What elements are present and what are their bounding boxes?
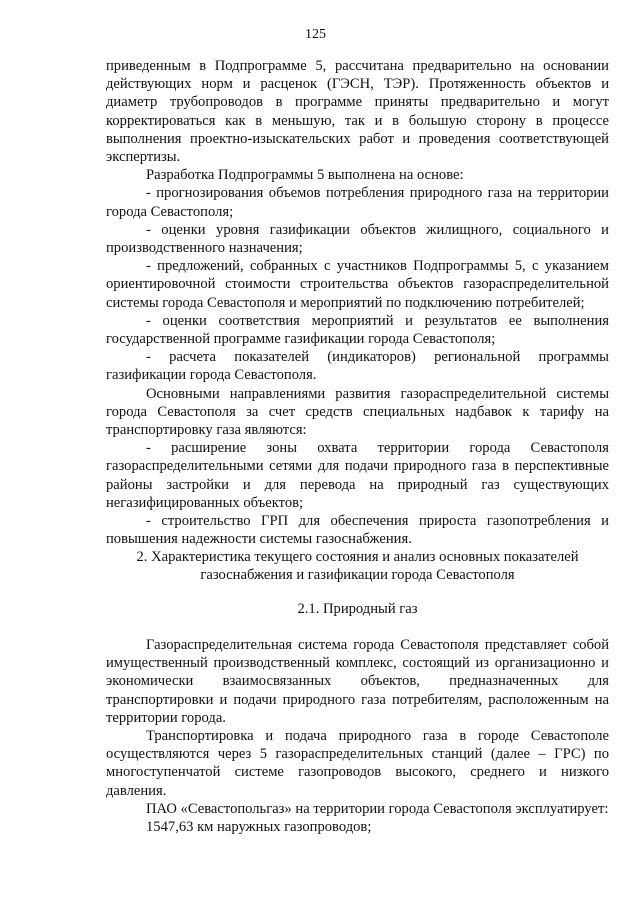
body-text-top [106, 57, 609, 548]
paragraph: Основными направлениями развития газораспределительной системы города Севастополя за счет средств специальных надбавок к тарифу на транспортировку газа являются: [106, 385, 609, 439]
subsection-heading-text: 2.1. Природный газ [297, 601, 418, 617]
page-number: 125 [305, 27, 326, 42]
list-item: - оценки уровня газификации объектов жилищного, социального и производственного назначения; [106, 221, 609, 257]
list-item: - прогнозирования объемов потребления природного газа на территории города Севастополя; [106, 185, 609, 220]
paragraph: ПАО «Севастопольгаз» на территории города Севастополя эксплуатирует: [146, 800, 609, 817]
paragraph: приведенным в Подпрограмме 5, рассчитана предварительно на основании действующих норм и расценок (ГЭСН, ТЭР). Протяженность объектов и диаметр трубопроводов в программе приняты предварительно и могут корректироваться как в меньшую, так и в большую сторону в процессе выполнения проектно-изыскательских работ и проведения соответствующей экспертизы. [106, 58, 609, 166]
list-item: - расчета показателей (индикаторов) региональной программы газификации города Севастополя. [106, 349, 609, 384]
paragraph: Газораспределительная система города Севастополя представляет собой имущественный производственный комплекс, состоящий из организационно и экономически взаимосвязанных объектов, предназначенных для транспортировки и подачи природного газа потребителям, расположенным на территории города. [106, 637, 609, 726]
list-item: - предложений, собранных с участников Подпрограммы 5, с указанием ориентировочной стоимости строительства объектов газораспределительной системы города Севастополя и мероприятий по подключению потребителей; [106, 258, 609, 311]
list-item: - расширение зоны охвата территории города Севастополя газораспределительными сетями для подачи природного газа в перспективные районы застройки и для перевода на природный газ существующих негазифицированных объектов; [106, 440, 609, 511]
list-item: - оценки соответствия мероприятий и результатов ее выполнения государственной программе газификации города Севастополя; [106, 312, 609, 348]
body-text-bottom [106, 636, 609, 836]
section-heading [106, 548, 609, 584]
section-heading-text: 2. Характеристика текущего состояния и анализ основных показателей газоснабжения и газификации города Севастополя [136, 549, 579, 584]
paragraph: Транспортировка и подача природного газа в городе Севастополе осуществляются через 5 газораспределительных станций (далее – ГРС) по многоступенчатой системе газопроводов высокого, среднего и низкого давления. [106, 728, 609, 799]
paragraph: Разработка Подпрограммы 5 выполнена на основе: [146, 167, 464, 184]
paragraph: 1547,63 км наружных газопроводов; [146, 819, 372, 836]
subsection-heading [106, 600, 609, 618]
list-item: - строительство ГРП для обеспечения прироста газопотребления и повышения надежности системы газоснабжения. [106, 513, 609, 548]
